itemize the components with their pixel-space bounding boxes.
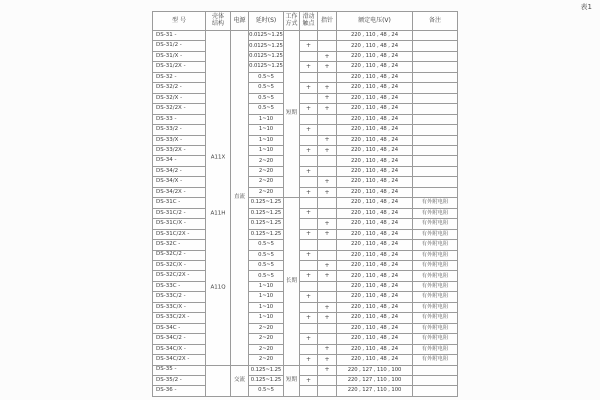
remark-cell: 有外附电阻: [413, 260, 458, 270]
remark-cell: [413, 365, 458, 375]
voltage-cell: 220 , 110 , 48 , 24: [337, 104, 413, 114]
table-row: [153, 145, 458, 155]
shell-structure-cell-empty: [206, 365, 231, 396]
model-cell: DS-34 -: [153, 156, 206, 166]
slide-contact-mark-cell: [300, 260, 318, 270]
voltage-cell: 220 , 110 , 48 , 24: [337, 198, 413, 208]
model-cell: DS-31/2 -: [153, 41, 206, 51]
slide-contact-mark-cell: +: [300, 292, 318, 302]
table-row: [153, 156, 458, 166]
header-work-mode: [284, 12, 300, 31]
model-cell: DS-33C/2 -: [153, 292, 206, 302]
pointer-mark-cell: +: [318, 104, 337, 114]
pointer-mark-cell: +: [318, 229, 337, 239]
model-cell: DS-33/2 -: [153, 125, 206, 135]
table-row: [153, 62, 458, 72]
slide-contact-mark-cell: +: [300, 271, 318, 281]
slide-contact-mark-cell: [300, 177, 318, 187]
table-row: [153, 365, 458, 375]
remark-cell: 有外附电阻: [413, 334, 458, 344]
pointer-mark-cell: +: [318, 355, 337, 365]
pointer-mark-cell: [318, 334, 337, 344]
slide-contact-mark-cell: [300, 156, 318, 166]
pointer-mark-cell: [318, 166, 337, 176]
remark-cell: 有外附电阻: [413, 250, 458, 260]
voltage-cell: 220 , 110 , 48 , 24: [337, 177, 413, 187]
slide-contact-mark-cell: +: [300, 334, 318, 344]
slide-contact-mark-cell: +: [300, 83, 318, 93]
slide-contact-mark-cell: [300, 51, 318, 61]
table-row: [153, 177, 458, 187]
remark-cell: 有外附电阻: [413, 208, 458, 218]
delay-cell: 2~20: [249, 187, 284, 197]
model-cell: DS-34/2X -: [153, 187, 206, 197]
remark-cell: [413, 31, 458, 41]
model-cell: DS-34C/2X -: [153, 355, 206, 365]
model-cell: DS-32 -: [153, 72, 206, 82]
slide-contact-mark-cell: [300, 302, 318, 312]
delay-cell: 0.0125~1.25: [249, 62, 284, 72]
voltage-cell: 220 , 110 , 48 , 24: [337, 229, 413, 239]
table-row: [153, 198, 458, 208]
pointer-mark-cell: [318, 198, 337, 208]
slide-contact-mark-cell: +: [300, 229, 318, 239]
slide-contact-mark-cell: [300, 240, 318, 250]
header-delay-label: 延时(S): [255, 16, 277, 24]
table-row: [153, 229, 458, 239]
slide-contact-mark-cell: [300, 93, 318, 103]
voltage-cell: 220 , 110 , 48 , 24: [337, 83, 413, 93]
delay-cell: 1~10: [249, 302, 284, 312]
delay-cell: 1~10: [249, 145, 284, 155]
delay-cell: 0.5~5: [249, 250, 284, 260]
shell-structure-cell: [206, 31, 231, 366]
model-cell: DS-31C/2 -: [153, 208, 206, 218]
header-slide-line1: 滑动: [302, 13, 315, 21]
header-remark-label: 备注: [428, 16, 441, 24]
shell-structure-label: A11Q: [210, 284, 226, 291]
remark-cell: 有外附电阻: [413, 344, 458, 354]
table-row: [153, 72, 458, 82]
model-cell: DS-36 -: [153, 386, 206, 396]
header-pointer-label: 指针: [320, 16, 333, 24]
pointer-mark-cell: +: [318, 344, 337, 354]
slide-contact-mark-cell: [300, 72, 318, 82]
model-cell: DS-32/X -: [153, 93, 206, 103]
table-label: 表1: [580, 3, 592, 11]
table-row: [153, 187, 458, 197]
pointer-mark-cell: [318, 281, 337, 291]
header-voltage: [337, 12, 413, 31]
header-shell-structure: [206, 12, 231, 31]
remark-cell: 有外附电阻: [413, 271, 458, 281]
voltage-cell: 220 , 110 , 48 , 24: [337, 240, 413, 250]
voltage-cell: 220 , 110 , 48 , 24: [337, 219, 413, 229]
table-header: [153, 12, 458, 31]
table-row: [153, 313, 458, 323]
remark-cell: 有外附电阻: [413, 355, 458, 365]
table-row: [153, 386, 458, 396]
pointer-mark-cell: +: [318, 313, 337, 323]
model-cell: DS-32C/2 -: [153, 250, 206, 260]
pointer-mark-cell: [318, 125, 337, 135]
table-row: [153, 93, 458, 103]
table-row: [153, 260, 458, 270]
header-model: [153, 12, 206, 31]
slide-contact-mark-cell: +: [300, 62, 318, 72]
remark-cell: [413, 72, 458, 82]
model-cell: DS-33/X -: [153, 135, 206, 145]
remark-cell: 有外附电阻: [413, 302, 458, 312]
delay-cell: 0.125~1.25: [249, 198, 284, 208]
delay-cell: 0.5~5: [249, 72, 284, 82]
spec-table-body: [153, 31, 458, 397]
table-row: [153, 41, 458, 51]
pointer-mark-cell: [318, 250, 337, 260]
table-row: [153, 83, 458, 93]
header-power-label: 电源: [233, 16, 246, 24]
model-cell: DS-33 -: [153, 114, 206, 124]
slide-contact-mark-cell: +: [300, 250, 318, 260]
delay-cell: 0.5~5: [249, 260, 284, 270]
voltage-cell: 220 , 127 , 110 , 100: [337, 386, 413, 396]
pointer-mark-cell: +: [318, 271, 337, 281]
pointer-mark-cell: +: [318, 93, 337, 103]
model-cell: DS-32/2 -: [153, 83, 206, 93]
slide-contact-mark-cell: +: [300, 145, 318, 155]
remark-cell: [413, 187, 458, 197]
table-row: [153, 51, 458, 61]
model-cell: DS-32C/2X -: [153, 271, 206, 281]
table-row: [153, 166, 458, 176]
delay-cell: 2~20: [249, 156, 284, 166]
table-row: [153, 334, 458, 344]
remark-cell: 有外附电阻: [413, 240, 458, 250]
model-cell: DS-31C -: [153, 198, 206, 208]
delay-cell: 0.125~1.25: [249, 219, 284, 229]
pointer-mark-cell: +: [318, 302, 337, 312]
header-power: [231, 12, 249, 31]
voltage-cell: 220 , 110 , 48 , 24: [337, 208, 413, 218]
delay-cell: 2~20: [249, 344, 284, 354]
work-mode-cell: 短期: [284, 31, 300, 198]
remark-cell: [413, 41, 458, 51]
remark-cell: 有外附电阻: [413, 292, 458, 302]
delay-cell: 0.0125~1.25: [249, 51, 284, 61]
delay-cell: 2~20: [249, 334, 284, 344]
pointer-mark-cell: +: [318, 145, 337, 155]
header-shell-line1: 壳体: [211, 13, 224, 21]
slide-contact-mark-cell: [300, 365, 318, 375]
table-row: [153, 250, 458, 260]
delay-cell: 1~10: [249, 313, 284, 323]
remark-cell: [413, 104, 458, 114]
remark-cell: 有外附电阻: [413, 281, 458, 291]
remark-cell: [413, 83, 458, 93]
model-cell: DS-34/2 -: [153, 166, 206, 176]
delay-cell: 0.0125~1.25: [249, 31, 284, 41]
table-row: [153, 355, 458, 365]
slide-contact-mark-cell: [300, 323, 318, 333]
table-row: [153, 125, 458, 135]
table-row: [153, 240, 458, 250]
table-row: [153, 271, 458, 281]
model-cell: DS-31/X -: [153, 51, 206, 61]
pointer-mark-cell: [318, 31, 337, 41]
pointer-mark-cell: [318, 114, 337, 124]
voltage-cell: 220 , 110 , 48 , 24: [337, 302, 413, 312]
pointer-mark-cell: [318, 72, 337, 82]
remark-cell: [413, 375, 458, 385]
slide-contact-mark-cell: [300, 198, 318, 208]
delay-cell: 0.5~5: [249, 83, 284, 93]
remark-cell: [413, 386, 458, 396]
slide-contact-mark-cell: +: [300, 166, 318, 176]
header-row: [153, 12, 458, 31]
voltage-cell: 220 , 127 , 110 , 100: [337, 375, 413, 385]
header-model-label: 型 号: [172, 16, 186, 24]
voltage-cell: 220 , 127 , 110 , 100: [337, 365, 413, 375]
header-slide-line2: 触点: [302, 20, 315, 27]
slide-contact-mark-cell: +: [300, 375, 318, 385]
pointer-mark-cell: +: [318, 83, 337, 93]
table-row: [153, 219, 458, 229]
slide-contact-mark-cell: +: [300, 355, 318, 365]
pointer-mark-cell: [318, 208, 337, 218]
model-cell: DS-35 -: [153, 365, 206, 375]
pointer-mark-cell: +: [318, 51, 337, 61]
pointer-mark-cell: +: [318, 62, 337, 72]
header-pointer: [318, 12, 337, 31]
voltage-cell: 220 , 110 , 48 , 24: [337, 323, 413, 333]
model-cell: DS-34C/X -: [153, 344, 206, 354]
slide-contact-mark-cell: +: [300, 208, 318, 218]
remark-cell: [413, 135, 458, 145]
shell-structure-label: A11X: [210, 153, 226, 160]
delay-cell: 0.125~1.25: [249, 208, 284, 218]
work-mode-cell: 长期: [284, 198, 300, 365]
table-row: [153, 135, 458, 145]
slide-contact-mark-cell: [300, 31, 318, 41]
power-cell-dc: 直流: [231, 31, 249, 366]
voltage-cell: 220 , 110 , 48 , 24: [337, 187, 413, 197]
pointer-mark-cell: +: [318, 135, 337, 145]
table-row: [153, 375, 458, 385]
voltage-cell: 220 , 110 , 48 , 24: [337, 344, 413, 354]
remark-cell: [413, 177, 458, 187]
table-row: [153, 302, 458, 312]
model-cell: DS-33C -: [153, 281, 206, 291]
pointer-mark-cell: +: [318, 365, 337, 375]
remark-cell: 有外附电阻: [413, 198, 458, 208]
pointer-mark-cell: [318, 386, 337, 396]
table-row: [153, 281, 458, 291]
delay-cell: 1~10: [249, 281, 284, 291]
voltage-cell: 220 , 110 , 48 , 24: [337, 31, 413, 41]
voltage-cell: 220 , 110 , 48 , 24: [337, 51, 413, 61]
pointer-mark-cell: [318, 240, 337, 250]
table-row: [153, 104, 458, 114]
slide-contact-mark-cell: +: [300, 187, 318, 197]
remark-cell: 有外附电阻: [413, 229, 458, 239]
model-cell: DS-32C/X -: [153, 260, 206, 270]
pointer-mark-cell: +: [318, 260, 337, 270]
model-cell: DS-31 -: [153, 31, 206, 41]
table-row: [153, 323, 458, 333]
header-work-line1: 工作: [285, 13, 298, 21]
delay-cell: 2~20: [249, 177, 284, 187]
header-remark: [413, 12, 458, 31]
slide-contact-mark-cell: [300, 344, 318, 354]
delay-cell: 2~20: [249, 323, 284, 333]
voltage-cell: 220 , 110 , 48 , 24: [337, 355, 413, 365]
voltage-cell: 220 , 110 , 48 , 24: [337, 93, 413, 103]
slide-contact-mark-cell: [300, 219, 318, 229]
delay-cell: 0.5~5: [249, 93, 284, 103]
voltage-cell: 220 , 110 , 48 , 24: [337, 260, 413, 270]
delay-cell: 1~10: [249, 292, 284, 302]
voltage-cell: 220 , 110 , 48 , 24: [337, 281, 413, 291]
model-cell: DS-33C/2X -: [153, 313, 206, 323]
table-row: [153, 292, 458, 302]
model-cell: DS-34/X -: [153, 177, 206, 187]
voltage-cell: 220 , 110 , 48 , 24: [337, 62, 413, 72]
table-row: [153, 208, 458, 218]
delay-cell: 0.5~5: [249, 386, 284, 396]
voltage-cell: 220 , 110 , 48 , 24: [337, 292, 413, 302]
pointer-mark-cell: +: [318, 219, 337, 229]
remark-cell: 有外附电阻: [413, 313, 458, 323]
spec-table: [152, 11, 458, 397]
model-cell: DS-31/2X -: [153, 62, 206, 72]
delay-cell: 0.125~1.25: [249, 365, 284, 375]
remark-cell: [413, 114, 458, 124]
work-mode-cell: 短期: [284, 365, 300, 396]
delay-cell: 1~10: [249, 125, 284, 135]
header-work-line2: 方式: [285, 20, 298, 27]
remark-cell: [413, 166, 458, 176]
delay-cell: 1~10: [249, 114, 284, 124]
power-cell-ac: 交流: [231, 365, 249, 396]
pointer-mark-cell: [318, 156, 337, 166]
model-cell: DS-32/2X -: [153, 104, 206, 114]
pointer-mark-cell: [318, 292, 337, 302]
slide-contact-mark-cell: [300, 114, 318, 124]
slide-contact-mark-cell: +: [300, 313, 318, 323]
header-voltage-label: 额定电压(V): [358, 16, 391, 24]
voltage-cell: 220 , 110 , 48 , 24: [337, 114, 413, 124]
remark-cell: [413, 145, 458, 155]
voltage-cell: 220 , 110 , 48 , 24: [337, 250, 413, 260]
voltage-cell: 220 , 110 , 48 , 24: [337, 135, 413, 145]
delay-cell: 1~10: [249, 135, 284, 145]
slide-contact-mark-cell: [300, 281, 318, 291]
voltage-cell: 220 , 110 , 48 , 24: [337, 145, 413, 155]
model-cell: DS-34C -: [153, 323, 206, 333]
delay-cell: 2~20: [249, 355, 284, 365]
pointer-mark-cell: +: [318, 177, 337, 187]
slide-contact-mark-cell: +: [300, 125, 318, 135]
pointer-mark-cell: [318, 41, 337, 51]
pointer-mark-cell: [318, 375, 337, 385]
slide-contact-mark-cell: +: [300, 104, 318, 114]
model-cell: DS-33C/X -: [153, 302, 206, 312]
voltage-cell: 220 , 110 , 48 , 24: [337, 125, 413, 135]
table-row: [153, 31, 458, 41]
model-cell: DS-32C -: [153, 240, 206, 250]
table-row: [153, 344, 458, 354]
remark-cell: 有外附电阻: [413, 323, 458, 333]
model-cell: DS-33/2X -: [153, 145, 206, 155]
remark-cell: 有外附电阻: [413, 219, 458, 229]
delay-cell: 0.0125~1.25: [249, 41, 284, 51]
remark-cell: [413, 156, 458, 166]
header-delay: [249, 12, 284, 31]
remark-cell: [413, 62, 458, 72]
header-slide-contact: [300, 12, 318, 31]
voltage-cell: 220 , 110 , 48 , 24: [337, 334, 413, 344]
pointer-mark-cell: +: [318, 187, 337, 197]
slide-contact-mark-cell: [300, 135, 318, 145]
voltage-cell: 220 , 110 , 48 , 24: [337, 271, 413, 281]
delay-cell: 0.5~5: [249, 240, 284, 250]
slide-contact-mark-cell: +: [300, 41, 318, 51]
model-cell: DS-31C/2X -: [153, 229, 206, 239]
model-cell: DS-35/2 -: [153, 375, 206, 385]
remark-cell: [413, 125, 458, 135]
model-cell: DS-34C/2 -: [153, 334, 206, 344]
model-cell: DS-31C/X -: [153, 219, 206, 229]
shell-structure-label: A11H: [210, 210, 226, 217]
shell-structure-labels: [206, 31, 230, 365]
delay-cell: 0.125~1.25: [249, 375, 284, 385]
voltage-cell: 220 , 110 , 48 , 24: [337, 41, 413, 51]
remark-cell: [413, 93, 458, 103]
voltage-cell: 220 , 110 , 48 , 24: [337, 313, 413, 323]
slide-contact-mark-cell: [300, 386, 318, 396]
delay-cell: 0.125~1.25: [249, 229, 284, 239]
pointer-mark-cell: [318, 323, 337, 333]
delay-cell: 0.5~5: [249, 104, 284, 114]
table-row: [153, 114, 458, 124]
remark-cell: [413, 51, 458, 61]
voltage-cell: 220 , 110 , 48 , 24: [337, 166, 413, 176]
delay-cell: 0.5~5: [249, 271, 284, 281]
voltage-cell: 220 , 110 , 48 , 24: [337, 156, 413, 166]
voltage-cell: 220 , 110 , 48 , 24: [337, 72, 413, 82]
delay-cell: 2~20: [249, 166, 284, 176]
header-shell-line2: 结构: [211, 20, 224, 27]
